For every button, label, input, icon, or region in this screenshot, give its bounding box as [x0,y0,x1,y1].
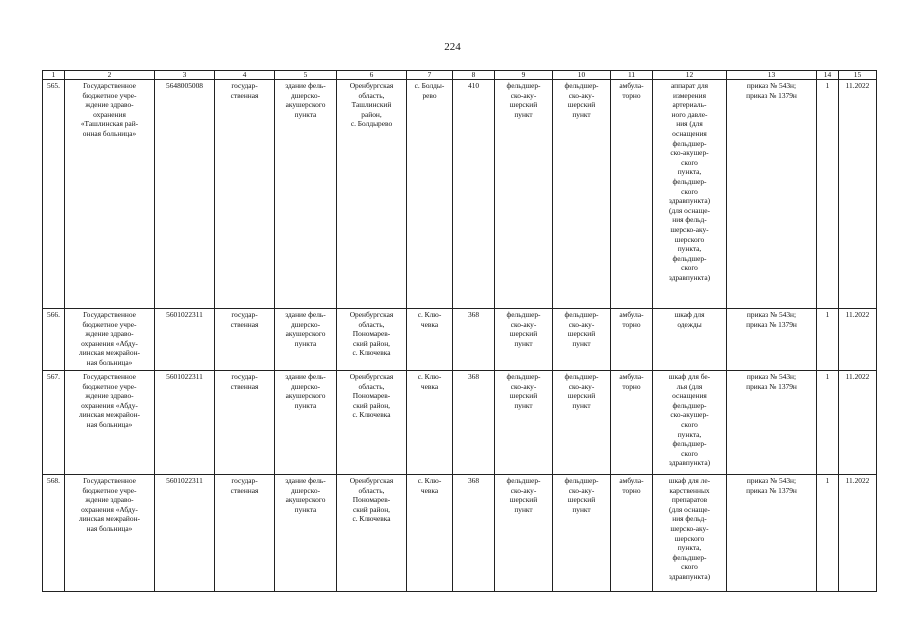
institution-name: Государственное бюджетное учре- ждение здраво- охранения «Ташлинская рай- онная больница» [65,80,155,309]
ownership-form: государ- ственная [215,80,275,309]
column-number: 11 [611,71,653,80]
address: Оренбургская область, Пономарев- ский район, с. Ключевка [337,475,407,592]
address: Оренбургская область, Пономарев- ский район, с. Ключевка [337,309,407,371]
quantity: 1 [817,309,839,371]
care-type: амбула- торно [611,371,653,475]
population: 368 [453,475,495,592]
column-number: 2 [65,71,155,80]
care-type: амбула- торно [611,80,653,309]
column-number: 10 [553,71,611,80]
institution-code: 5601022311 [155,309,215,371]
equipment: шкаф для ле- карственных препаратов (для оснаще- ния фельд- шерско-аку- шерского пункта, фельдшер- ского здравпункта) [653,475,727,592]
column-number: 3 [155,71,215,80]
row-number: 566. [43,309,65,371]
order-reference: приказ № 543н; приказ № 1379н [727,371,817,475]
settlement: с. Клю- чевка [407,475,453,592]
facility: фельдшер- ско-аку- шерский пункт [495,475,553,592]
column-number: 13 [727,71,817,80]
date: 11.2022 [839,80,877,309]
order-reference: приказ № 543н; приказ № 1379н [727,475,817,592]
order-reference: приказ № 543н; приказ № 1379н [727,309,817,371]
column-number: 9 [495,71,553,80]
ownership-form: государ- ственная [215,371,275,475]
facility: фельдшер- ско-аку- шерский пункт [495,309,553,371]
page-number: 224 [444,41,461,53]
facility-type: фельдшер- ско-аку- шерский пункт [553,80,611,309]
table-row [43,80,877,309]
order-reference: приказ № 543н; приказ № 1379н [727,80,817,309]
settlement: с. Клю- чевка [407,371,453,475]
population: 368 [453,371,495,475]
institution-code: 5601022311 [155,475,215,592]
table-row [43,371,877,475]
column-number: 5 [275,71,337,80]
facility-type: фельдшер- ско-аку- шерский пункт [553,309,611,371]
column-number: 6 [337,71,407,80]
row-number: 567. [43,371,65,475]
quantity: 1 [817,475,839,592]
institution-name: Государственное бюджетное учре- ждение здраво- охранения «Абду- линская межрайон- ная больница» [65,475,155,592]
ownership-form: государ- ственная [215,475,275,592]
care-type: амбула- торно [611,475,653,592]
equipment: шкаф для бе- лья (для оснащения фельдшер- ско-акушер- ского пункта, фельдшер- ского здравпункта) [653,371,727,475]
column-number: 4 [215,71,275,80]
column-number-row [43,71,877,80]
building-type: здание фель- дшерско- акушерского пункта [275,80,337,309]
institution-name: Государственное бюджетное учре- ждение здраво- охранения «Абду- линская межрайон- ная больница» [65,371,155,475]
address: Оренбургская область, Пономарев- ский район, с. Ключевка [337,371,407,475]
quantity: 1 [817,371,839,475]
date: 11.2022 [839,371,877,475]
row-number: 565. [43,80,65,309]
column-number: 8 [453,71,495,80]
facility-type: фельдшер- ско-аку- шерский пункт [553,475,611,592]
column-number: 14 [817,71,839,80]
equipment: аппарат для измерения артериаль- ного давле- ния (для оснащения фельдшер- ско-акушер- ского пункта, фельдшер- ского здравпункта) (для оснаще- ния фельд- шерско-аку- шерского пункта, фельдшер- ского здравпункта) [653,80,727,309]
building-type: здание фель- дшерско- акушерского пункта [275,475,337,592]
institution-code: 5601022311 [155,371,215,475]
row-number: 568. [43,475,65,592]
column-number: 15 [839,71,877,80]
equipment: шкаф для одежды [653,309,727,371]
date: 11.2022 [839,309,877,371]
ownership-form: государ- ственная [215,309,275,371]
address: Оренбургская область, Ташлинский район, с. Болдырево [337,80,407,309]
settlement: с. Клю- чевка [407,309,453,371]
building-type: здание фель- дшерско- акушерского пункта [275,309,337,371]
building-type: здание фель- дшерско- акушерского пункта [275,371,337,475]
institution-code: 5648005008 [155,80,215,309]
date: 11.2022 [839,475,877,592]
table-row [43,309,877,371]
register-table [42,70,877,592]
table-row [43,475,877,592]
institution-name: Государственное бюджетное учре- ждение здраво- охранения «Абду- линская межрайон- ная больница» [65,309,155,371]
population: 368 [453,309,495,371]
column-number: 7 [407,71,453,80]
settlement: с. Болды- рево [407,80,453,309]
facility: фельдшер- ско-аку- шерский пункт [495,80,553,309]
column-number: 12 [653,71,727,80]
population: 410 [453,80,495,309]
facility: фельдшер- ско-аку- шерский пункт [495,371,553,475]
quantity: 1 [817,80,839,309]
care-type: амбула- торно [611,309,653,371]
column-number: 1 [43,71,65,80]
facility-type: фельдшер- ско-аку- шерский пункт [553,371,611,475]
